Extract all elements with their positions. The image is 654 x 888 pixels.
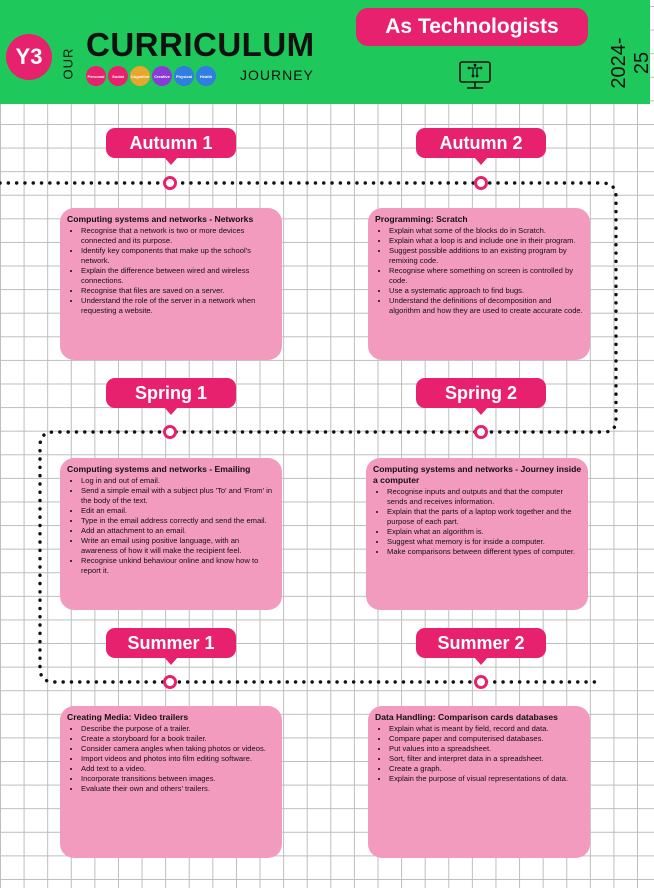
list-item: • Suggest possible additions to an existing program by remixing code. <box>389 246 584 266</box>
list-item: • Edit an email. <box>81 506 276 516</box>
term-card-autumn-1 <box>60 208 282 360</box>
year-badge: Y3 <box>6 34 52 80</box>
list-item: • Write an email using positive language, with an awareness of how it will make the recipient feel. <box>81 536 276 556</box>
list-item: • Send a simple email with a subject plus 'To' and 'From' in the body of the text. <box>81 486 276 506</box>
list-item: • Understand the definitions of decomposition and algorithm and how they are used to create accurate code. <box>389 296 584 316</box>
term-card-summer-2 <box>368 706 590 858</box>
list-item: • Compare paper and computerised databases. <box>389 734 584 744</box>
list-item: • Recognise inputs and outputs and that the computer sends and receives information. <box>387 487 582 507</box>
card-title: Computing systems and networks - Networks <box>67 214 254 224</box>
timeline-node <box>474 425 488 439</box>
list-item: • Explain the difference between wired and wireless connections. <box>81 266 276 286</box>
card-title: Data Handling: Comparison cards databases <box>375 712 558 722</box>
list-item: • Recognise that a network is two or more devices connected and its purpose. <box>81 226 276 246</box>
term-card-summer-1 <box>60 706 282 858</box>
value-dot: Health <box>196 66 216 86</box>
term-label-spring-2: Spring 2 <box>416 378 546 408</box>
list-item: • Identify key components that make up the school's network. <box>81 246 276 266</box>
value-dot: Physical <box>174 66 194 86</box>
list-item: • Explain that the parts of a laptop work together and the purpose of each part. <box>387 507 582 527</box>
journey-label: JOURNEY <box>240 67 314 83</box>
list-item: • Put values into a spreadsheet. <box>389 744 584 754</box>
list-item: • Consider camera angles when taking photos or videos. <box>81 744 276 754</box>
value-dot: Cognitive <box>130 66 150 86</box>
list-item: • Sort, filter and interpret data in a spreadsheet. <box>389 754 584 764</box>
card-title: Creating Media: Video trailers <box>67 712 189 722</box>
curriculum-title: CURRICULUM <box>86 26 315 63</box>
list-item: • Explain what an algorithm is. <box>387 527 582 537</box>
card-title: Computing systems and networks - Emailing <box>67 464 251 474</box>
list-item: • Explain what some of the blocks do in Scratch. <box>389 226 584 236</box>
value-dot: Personal <box>86 66 106 86</box>
term-card-spring-2 <box>366 458 588 610</box>
timeline-node <box>474 176 488 190</box>
timeline-node <box>163 176 177 190</box>
list-item: • Create a storyboard for a book trailer. <box>81 734 276 744</box>
term-label-summer-2: Summer 2 <box>416 628 546 658</box>
list-item: • Recognise where something on screen is controlled by code. <box>389 266 584 286</box>
list-item: • Explain what a loop is and include one in their program. <box>389 236 584 246</box>
value-dot: Creative <box>152 66 172 86</box>
list-item: • Suggest what memory is for inside a computer. <box>387 537 582 547</box>
term-card-spring-1 <box>60 458 282 610</box>
term-card-autumn-2 <box>368 208 590 360</box>
list-item: • Explain the purpose of visual representations of data. <box>389 774 584 784</box>
timeline-node <box>474 675 488 689</box>
list-item: • Import videos and photos into film editing software. <box>81 754 276 764</box>
list-item: • Log in and out of email. <box>81 476 276 486</box>
our-label: OUR <box>60 47 76 80</box>
list-item: • Make comparisons between different types of computer. <box>387 547 582 557</box>
term-label-autumn-1: Autumn 1 <box>106 128 236 158</box>
list-item: • Recognise unkind behaviour online and know how to report it. <box>81 556 276 576</box>
list-item: • Add text to a video. <box>81 764 276 774</box>
list-item: • Explain what is meant by field, record and data. <box>389 724 584 734</box>
list-item: • Add an attachment to an email. <box>81 526 276 536</box>
term-label-autumn-2: Autumn 2 <box>416 128 546 158</box>
card-title: Programming: Scratch <box>375 214 468 224</box>
card-title: Computing systems and networks - Journey inside a computer <box>373 464 582 485</box>
value-dot: Social <box>108 66 128 86</box>
term-label-spring-1: Spring 1 <box>106 378 236 408</box>
list-item: • Recognise that files are saved on a server. <box>81 286 276 296</box>
subject-banner: As Technologists <box>356 8 588 46</box>
term-label-summer-1: Summer 1 <box>106 628 236 658</box>
timeline-node <box>163 675 177 689</box>
academic-year: 2024-25 <box>608 37 653 89</box>
list-item: • Describe the purpose of a trailer. <box>81 724 276 734</box>
list-item: • Create a graph. <box>389 764 584 774</box>
list-item: • Type in the email address correctly and send the email. <box>81 516 276 526</box>
list-item: • Evaluate their own and others' trailers. <box>81 784 276 794</box>
list-item: • Use a systematic approach to find bugs. <box>389 286 584 296</box>
timeline-node <box>163 425 177 439</box>
list-item: • Understand the role of the server in a network when requesting a website. <box>81 296 276 316</box>
list-item: • Incorporate transitions between images. <box>81 774 276 784</box>
